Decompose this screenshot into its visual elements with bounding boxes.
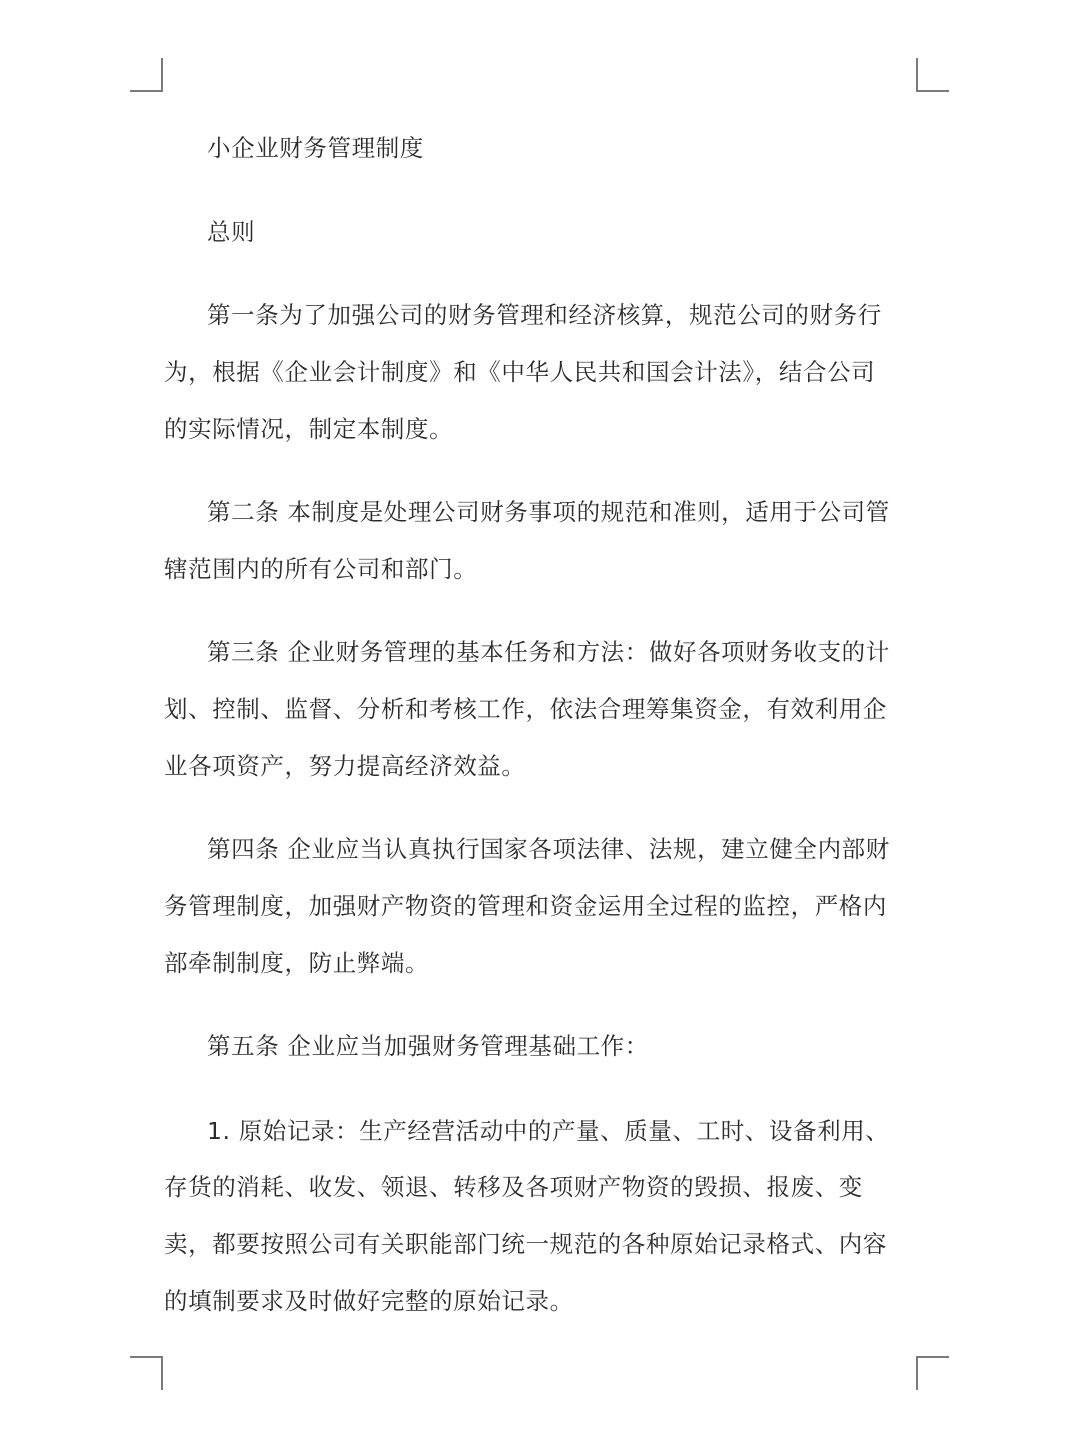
item-1-line-4: 的填制要求及时做好完整的原始记录。 (164, 1287, 574, 1315)
article-4-line-2: 务管理制度，加强财产物资的管理和资金运用全过程的监控，严格内 (164, 892, 887, 920)
top-left-crop-mark (130, 58, 163, 92)
article-4-line-1: 第四条 企业应当认真执行国家各项法律、法规，建立健全内部财 (207, 835, 890, 863)
bottom-left-crop-mark (130, 1356, 163, 1390)
item-1-line-1: 1. 原始记录：生产经营活动中的产量、质量、工时、设备利用、 (207, 1117, 890, 1145)
item-1-line-2: 存货的消耗、收发、领退、转移及各项财产物资的毁损、报废、变 (164, 1173, 863, 1201)
article-1-line-2: 为，根据《企业会计制度》和《中华人民共和国会计法》，结合公司 (164, 358, 876, 386)
article-2-line-2: 辖范围内的所有公司和部门。 (164, 555, 478, 583)
article-2-line-1: 第二条 本制度是处理公司财务事项的规范和准则，适用于公司管 (207, 498, 890, 526)
top-right-crop-mark (916, 58, 949, 92)
article-3-line-3: 业各项资产，努力提高经济效益。 (164, 752, 526, 780)
bottom-right-crop-mark (916, 1356, 949, 1390)
article-1-line-3: 的实际情况，制定本制度。 (164, 415, 454, 443)
article-3-line-1: 第三条 企业财务管理的基本任务和方法：做好各项财务收支的计 (207, 638, 890, 666)
document-title: 小企业财务管理制度 (207, 134, 424, 162)
item-1-line-3: 卖，都要按照公司有关职能部门统一规范的各种原始记录格式、内容 (164, 1230, 887, 1258)
article-1-line-1: 第一条为了加强公司的财务管理和经济核算，规范公司的财务行 (207, 301, 882, 329)
article-5-line-1: 第五条 企业应当加强财务管理基础工作： (207, 1032, 649, 1060)
article-4-line-3: 部牵制制度，防止弊端。 (164, 949, 430, 977)
section-heading: 总则 (207, 218, 256, 246)
article-3-line-2: 划、控制、监督、分析和考核工作，依法合理筹集资金，有效利用企 (164, 695, 887, 723)
